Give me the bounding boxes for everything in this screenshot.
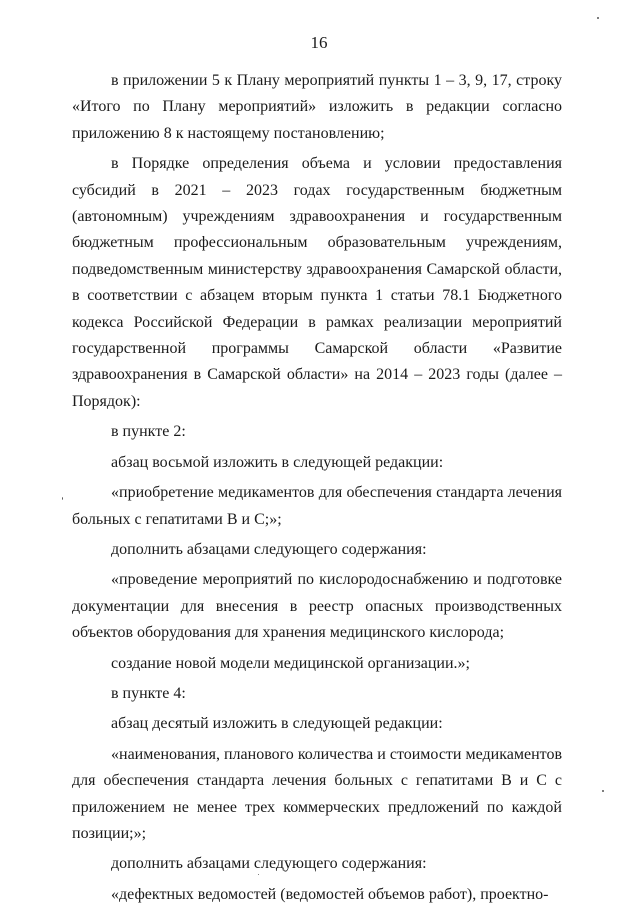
paragraph: «проведение мероприятий по кислородоснабжению и подготовке документации для внесения в реестр опасных производственных объектов оборудования для хранения медицинского кислорода; xyxy=(72,571,562,642)
scan-speck xyxy=(597,17,599,19)
page-number: 16 xyxy=(310,33,328,52)
paragraph: в пункте 4: xyxy=(111,684,186,702)
paragraph: абзац десятый изложить в следующей редакции: xyxy=(111,715,443,733)
paragraph: в приложении 5 к Плану мероприятий пункты 1 – 3, 9, 17, строку «Итого по Плану мероприятий» изложить в редакции согласно приложению 8 к настоящему постановлению; xyxy=(72,72,562,142)
paragraph: абзац восьмой изложить в следующей редакции: xyxy=(111,453,444,471)
paragraph: в Порядке определения объема и условии предоставления субсидий в 2021 – 2023 годах государственным бюджетным (автономным) учреждениям здравоохранения и государственным бюджетным профессиональным образовательным учреждениям, подведомственным министерству здравоохранения Самарской области, в соответствии с абзацем вторым пункта 1 статьи 78.1 Бюджетного кодекса Российской Федерации в рамках реализации мероприятий государственной программы Самарской области «Развитие здравоохранения в Самарской области» на 2014 – 2023 годы (далее – Порядок): xyxy=(72,155,562,410)
scan-speck xyxy=(602,790,604,792)
paragraph: создание новой модели медицинской организации.»; xyxy=(111,654,470,672)
scan-speck xyxy=(258,874,259,875)
paragraph: «дефектных ведомостей (ведомостей объемов работ), проектно- xyxy=(111,885,549,903)
paragraph: «приобретение медикаментов для обеспечения стандарта лечения больных с гепатитами В и С;»; xyxy=(72,484,562,528)
paragraph: «наименования, планового количества и стоимости медикаментов для обеспечения стандарта лечения больных с гепатитами В и С с приложением не менее трех коммерческих предложений по каждой позиции;»; xyxy=(72,745,562,842)
scan-speck xyxy=(62,497,63,500)
paragraph: дополнить абзацами следующего содержания: xyxy=(111,540,427,558)
document-body xyxy=(72,68,562,905)
paragraph: дополнить абзацами следующего содержания: xyxy=(111,855,427,873)
paragraph: в пункте 2: xyxy=(111,423,186,441)
